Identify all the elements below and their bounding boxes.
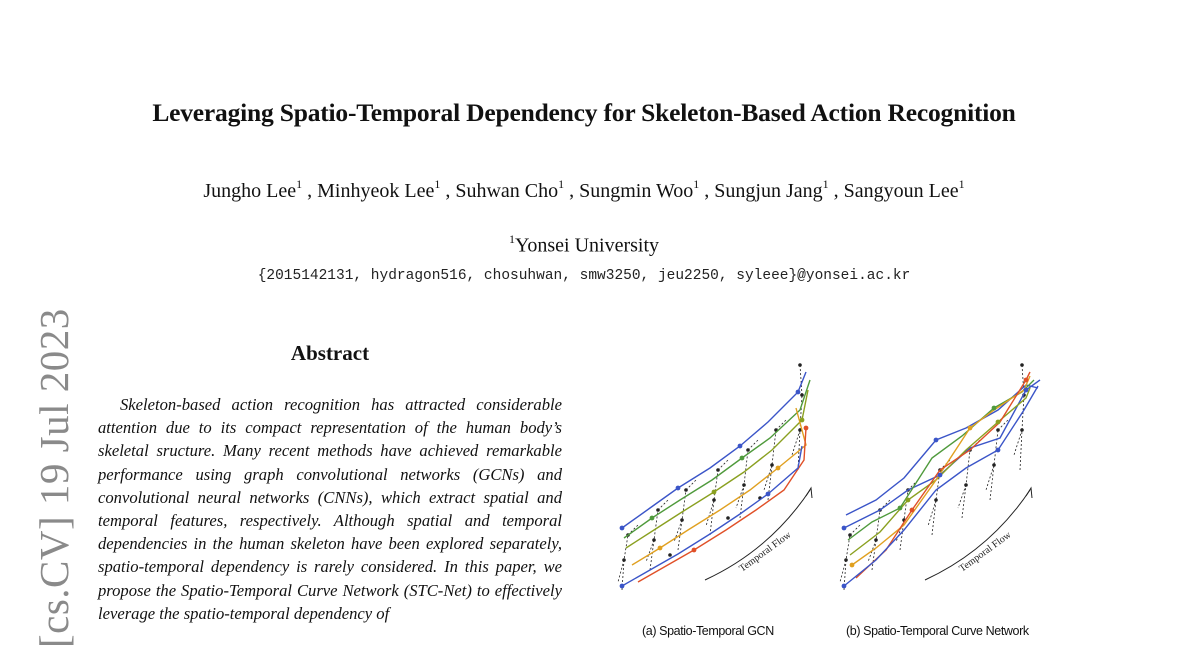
- author: Sungmin Woo$^1$: [579, 177, 700, 202]
- affiliation: $^1$Yonsei University: [508, 232, 660, 257]
- arrow-label-a: Temporal Flow: [737, 529, 794, 575]
- panel-a-nodes: [620, 390, 809, 589]
- paper-title: Leveraging Spatio-Temporal Dependency for Skeleton-Based Action Recognition: [152, 98, 1016, 127]
- author-list: Jungho Lee$^1$ , Minhyeok Lee$^1$ , Suhwan Cho$^1$ , Sungmin Woo$^1$ , Sungjun Jang$^1$ , Sangyoun Lee$^1$: [203, 177, 965, 202]
- abstract-text: Skeleton-based action recognition has attracted considerable attention due to its compact representation of the human body’s skeletal sructure. Many recent methods have achieved remarkable performance using graph convolutional networks (GCNs) and convolutional neural networks (CNNs), which extract spatial and temporal features, respectively. Although spatial and temporal dependencies in the human skeleton have been explored separately, spatio-temporal dependency is rarely considered. In this paper, we propose the Spatio-Temporal Curve Network (STC-Net) to effectively leverage the spatio-temporal dependency of: [98, 395, 562, 623]
- panel-a-arrowhead: [806, 488, 812, 498]
- panel-b-curves: [844, 372, 1040, 586]
- panel-b-joints: [844, 363, 1026, 562]
- panel-b-arrowhead: [1026, 488, 1032, 498]
- author: Suhwan Cho$^1$: [455, 177, 565, 202]
- caption-b: (b) Spatio-Temporal Curve Network: [846, 624, 1029, 638]
- caption-a: (a) Spatio-Temporal GCN: [642, 624, 774, 638]
- panel-a-lines: [622, 372, 810, 586]
- panel-a-arrow: [705, 490, 810, 580]
- arxiv-stamp: [cs.CV] 19 Jul 2023: [31, 308, 77, 648]
- author-emails: {2015142131, hydragon516, chosuhwan, smw3250, jeu2250, syleee}@yonsei.ac.kr: [257, 268, 911, 284]
- panel-b-arrow: [925, 490, 1030, 580]
- author: Jungho Lee$^1$: [203, 177, 303, 202]
- teaser-figure: [610, 350, 1080, 648]
- author: Minhyeok Lee$^1$: [317, 177, 441, 202]
- figure-panels: [610, 350, 1080, 620]
- author: Sangyoun Lee$^1$: [843, 177, 965, 202]
- author: Sungjun Jang$^1$: [714, 177, 829, 202]
- panel-b-skeletons: [840, 365, 1024, 590]
- abstract-heading: Abstract: [290, 341, 370, 365]
- arrow-label-b: Temporal Flow: [957, 529, 1014, 575]
